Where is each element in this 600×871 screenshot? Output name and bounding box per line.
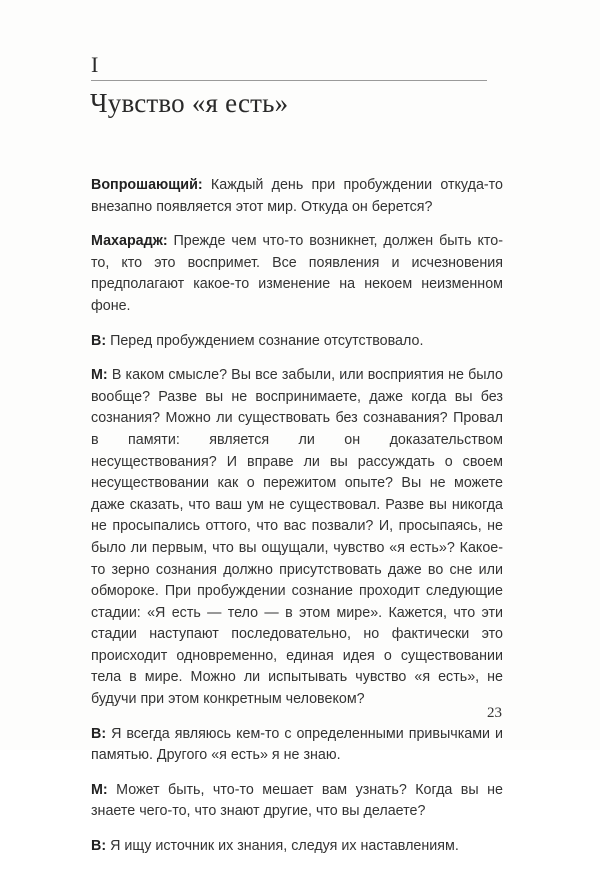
dialogue-paragraph bbox=[91, 175, 503, 218]
paragraph-text: Я всегда являюсь кем-то с определенными привычками и памятью. Другого «я есть» я не знаю. bbox=[91, 725, 503, 764]
dialogue-paragraph bbox=[91, 836, 503, 858]
dialogue-paragraph bbox=[91, 231, 503, 317]
paragraph-text: Прежде чем что-то возникнет, должен быть кто-то, кто это воспримет. Все появления и исчезновения предполагают какое-то изменение на некоем неизменном фоне. bbox=[91, 233, 503, 314]
speaker-label: М: bbox=[91, 367, 108, 384]
speaker-label: Вопрошающий: bbox=[91, 177, 203, 193]
chapter-number: I bbox=[91, 52, 99, 77]
dialogue-paragraph bbox=[91, 724, 503, 767]
dialogue-paragraph bbox=[91, 331, 503, 353]
paragraph-text: В каком смысле? Вы все забыли, или восприятия не было вообще? Разве вы не воспринимаете, даже когда вы без сознания? Можно ли существовать без сознавания? Провал в памяти: является ли он доказательством несуществования? И вправе ли вы рассуждать о своем несуществовании как о пережитом опыте? Вы не можете даже сказать, что ваш ум не существовал. Разве вы никогда не просыпались оттого, что вас позвали? И, просыпаясь, не было ли первым, что вы ощущали, чувство «я есть»? Какое-то зерно сознания должно присутствовать даже во сне или обмороке. При пробуждении сознание проходит следующие стадии: «Я есть — тело — в этом мире». Кажется, что эти стадии наступают последовательно, но фактически это происходит одновременно, единая идея о существовании тела в мире. Можно ли испытывать чувство «я есть», не будучи при этом конкретным человеком? bbox=[91, 367, 503, 708]
paragraph-text: Может быть, что-то мешает вам узнать? Когда вы не знаете чего-то, что знают другие, что вы делаете? bbox=[91, 781, 503, 820]
speaker-label: В: bbox=[91, 838, 107, 855]
speaker-label: Махарадж: bbox=[91, 233, 168, 250]
dialogue-paragraph bbox=[91, 780, 503, 823]
speaker-label: В: bbox=[91, 332, 107, 349]
paragraph-text: Каждый день при пробуждении откуда-то внезапно появляется этот мир. Откуда он берется? bbox=[91, 177, 503, 215]
dialogue-paragraph bbox=[91, 365, 503, 711]
paragraph-text: Я ищу источник их знания, следуя их наставлениям. bbox=[110, 838, 459, 855]
speaker-label: М: bbox=[91, 781, 108, 798]
page-number: 23 bbox=[487, 705, 502, 721]
paragraph-text: Перед пробуждением сознание отсутствовало. bbox=[110, 332, 424, 349]
chapter-title: Чувство «я есть» bbox=[90, 88, 289, 118]
chapter-divider bbox=[91, 80, 487, 81]
dialogue-body bbox=[91, 175, 503, 871]
speaker-label: В: bbox=[91, 725, 107, 742]
